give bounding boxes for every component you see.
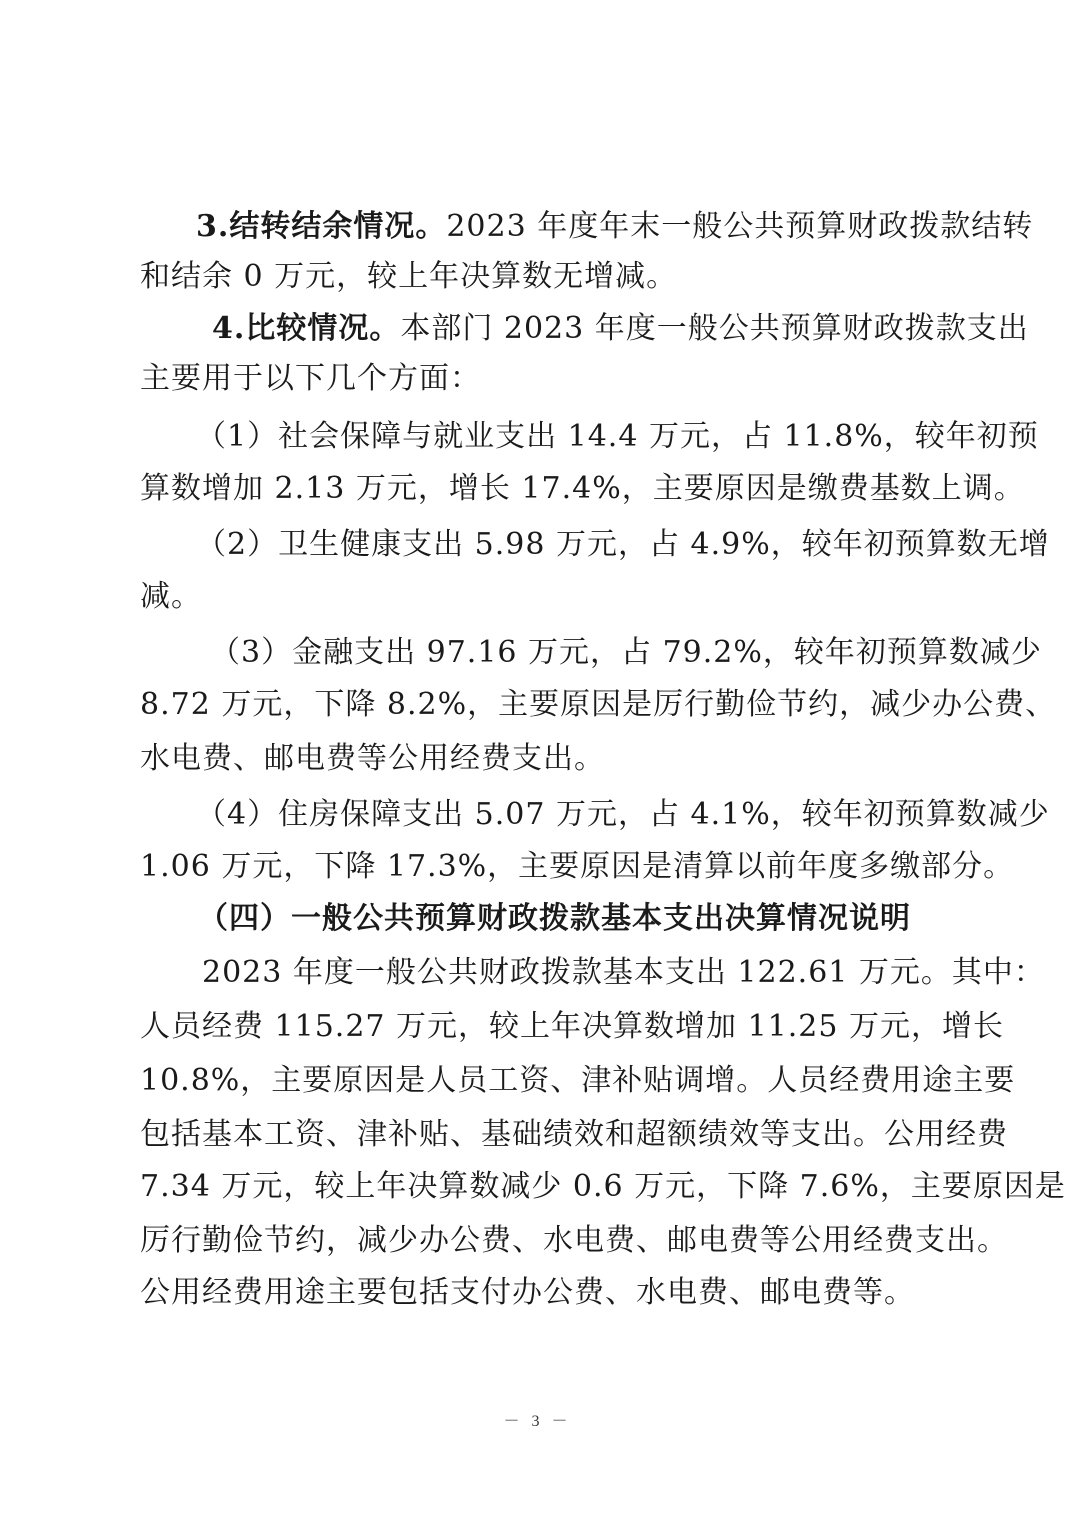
section-body-line-1: 2023 年度一般公共财政拨款基本支出 122.61 万元。其中： (202, 955, 1045, 990)
section-heading: （四）一般公共预算财政拨款基本支出决算情况说明 (198, 901, 911, 936)
item-1-line-2: 算数增加 2.13 万元，增长 17.4%，主要原因是缴费基数上调。 (140, 471, 1025, 506)
item-4-line-2: 1.06 万元，下降 17.3%，主要原因是清算以前年度多缴部分。 (140, 849, 1015, 884)
item-3-line-3: 水电费、邮电费等公用经费支出。 (140, 741, 605, 776)
comparison-text: 本部门 2023 年度一般公共预算财政拨款支出 (400, 311, 1029, 346)
section-body-line-3: 10.8%，主要原因是人员工资、津补贴调增。人员经费用途主要 (140, 1063, 1016, 1098)
section-body-line-7: 公用经费用途主要包括支付办公费、水电费、邮电费等。 (140, 1275, 915, 1310)
carryover-paragraph-line-2: 和结余 0 万元，较上年决算数无增减。 (140, 259, 678, 294)
item-4-line-1: （4）住房保障支出 5.07 万元，占 4.1%，较年初预算数减少 (196, 797, 1050, 832)
page-number: － 3 － (503, 1413, 572, 1430)
carryover-label: 3.结转结余情况。 (196, 209, 447, 244)
item-2-line-1: （2）卫生健康支出 5.98 万元，占 4.9%，较年初预算数无增 (196, 527, 1050, 562)
section-body-line-2: 人员经费 115.27 万元，较上年决算数增加 11.25 万元，增长 (140, 1009, 1004, 1044)
comparison-paragraph-line-1 (212, 309, 1029, 349)
section-body-line-5: 7.34 万元，较上年决算数减少 0.6 万元，下降 7.6%，主要原因是 (140, 1169, 1066, 1204)
section-body-line-4: 包括基本工资、津补贴、基础绩效和超额绩效等支出。公用经费 (140, 1117, 1008, 1152)
section-body-line-6: 厉行勤俭节约，减少办公费、水电费、邮电费等公用经费支出。 (140, 1223, 1008, 1258)
comparison-paragraph-line-2: 主要用于以下几个方面： (140, 361, 481, 396)
carryover-text: 2023 年度年末一般公共预算财政拨款结转 (446, 209, 1034, 244)
carryover-paragraph-line-1 (196, 207, 1034, 247)
item-2-line-2: 减。 (140, 579, 202, 614)
item-3-line-2: 8.72 万元，下降 8.2%，主要原因是厉行勤俭节约，减少办公费、 (140, 687, 1057, 722)
comparison-label: 4.比较情况。 (212, 311, 401, 346)
item-1-line-1: （1）社会保障与就业支出 14.4 万元，占 11.8%，较年初预 (196, 419, 1039, 454)
item-3-line-1: （3）金融支出 97.16 万元，占 79.2%，较年初预算数减少 (210, 635, 1042, 670)
